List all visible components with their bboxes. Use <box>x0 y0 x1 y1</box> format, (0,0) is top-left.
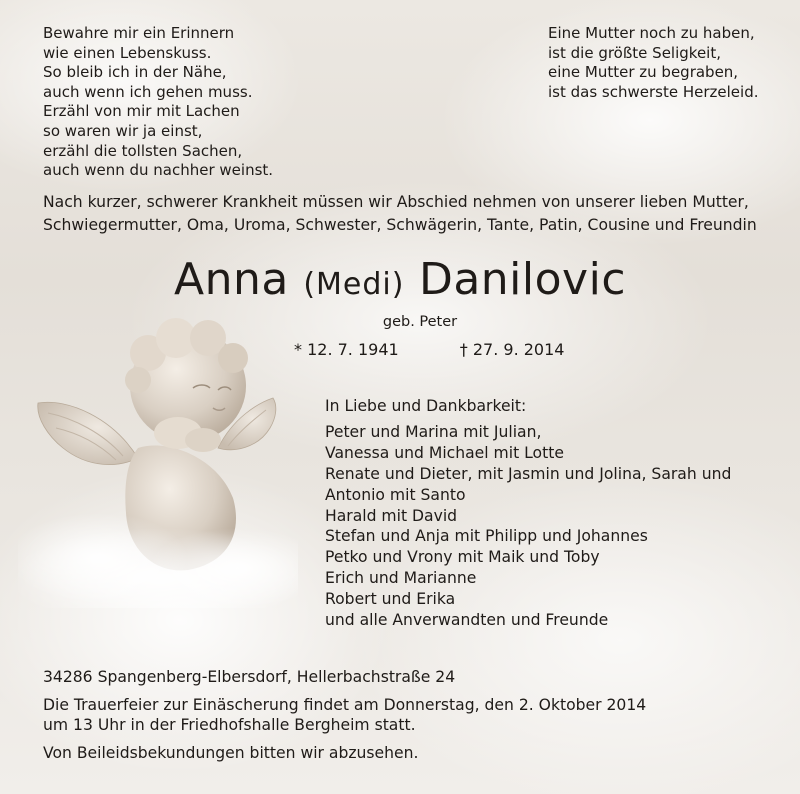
poem-line: ist die größte Seligkeit, <box>548 43 721 62</box>
footer-info <box>43 667 646 763</box>
life-dates <box>294 340 564 359</box>
mourner-line: Antonio mit Santo <box>325 485 466 504</box>
mourners-heading: In Liebe und Dankbarkeit: <box>325 397 527 415</box>
address: 34286 Spangenberg-Elbersdorf, Hellerbachstraße 24 <box>43 668 456 686</box>
mourner-line: Harald mit David <box>325 506 458 525</box>
condolences-note: Von Beileidsbekundungen bitten wir abzusehen. <box>43 743 419 762</box>
death-date: † 27. 9. 2014 <box>459 340 565 359</box>
last-name: Danilovic <box>418 254 627 305</box>
poem-line: Bewahre mir ein Erinnern <box>43 24 235 42</box>
mourner-line: Erich und Marianne <box>325 569 477 588</box>
intro-line: Schwiegermutter, Oma, Uroma, Schwester, Schwägerin, Tante, Patin, Cousine und Freundin <box>43 216 757 234</box>
poem-line: so waren wir ja einst, <box>43 121 203 140</box>
mourner-line: Renate und Dieter, mit Jasmin und Jolina, Sarah und <box>325 464 732 483</box>
poem-right <box>548 24 758 102</box>
mourner-line: Petko und Vrony mit Maik und Toby <box>325 548 600 567</box>
ceremony-line: Die Trauerfeier zur Einäscherung findet am Donnerstag, den 2. Oktober 2014 <box>43 695 647 714</box>
poem-line: auch wenn du nachher weinst. <box>43 161 274 180</box>
intro-line: Nach kurzer, schwerer Krankheit müssen wir Abschied nehmen von unserer lieben Mutter, <box>43 193 749 211</box>
mourner-line: Stefan und Anja mit Philipp und Johannes <box>325 527 648 546</box>
poem-line: wie einen Lebenskuss. <box>43 43 212 62</box>
poem-line: eine Mutter zu begraben, <box>548 63 739 82</box>
angel-illustration <box>18 308 298 608</box>
birth-date: * 12. 7. 1941 <box>294 340 399 359</box>
poem-line: Eine Mutter noch zu haben, <box>548 24 755 42</box>
poem-left <box>43 24 273 181</box>
mourner-line: Peter und Marina mit Julian, <box>325 422 542 441</box>
mourner-line: Vanessa und Michael mit Lotte <box>325 443 564 462</box>
poem-line: ist das schwerste Herzeleid. <box>548 82 759 101</box>
poem-line: Erzähl von mir mit Lachen <box>43 102 240 121</box>
poem-line: erzähl die tollsten Sachen, <box>43 141 243 160</box>
ceremony-line: um 13 Uhr in der Friedhofshalle Bergheim statt. <box>43 716 416 735</box>
mourner-line: Robert und Erika <box>325 590 456 609</box>
nickname: (Medi) <box>303 267 405 302</box>
mourners-list <box>325 396 731 631</box>
poem-line: So bleib ich in der Nähe, <box>43 63 227 82</box>
birth-name: geb. Peter <box>382 314 458 330</box>
intro-text <box>43 191 757 237</box>
deceased-name <box>0 254 800 311</box>
poem-line: auch wenn ich gehen muss. <box>43 82 253 101</box>
mourner-line: und alle Anverwandten und Freunde <box>325 611 609 630</box>
first-name: Anna <box>173 254 289 305</box>
